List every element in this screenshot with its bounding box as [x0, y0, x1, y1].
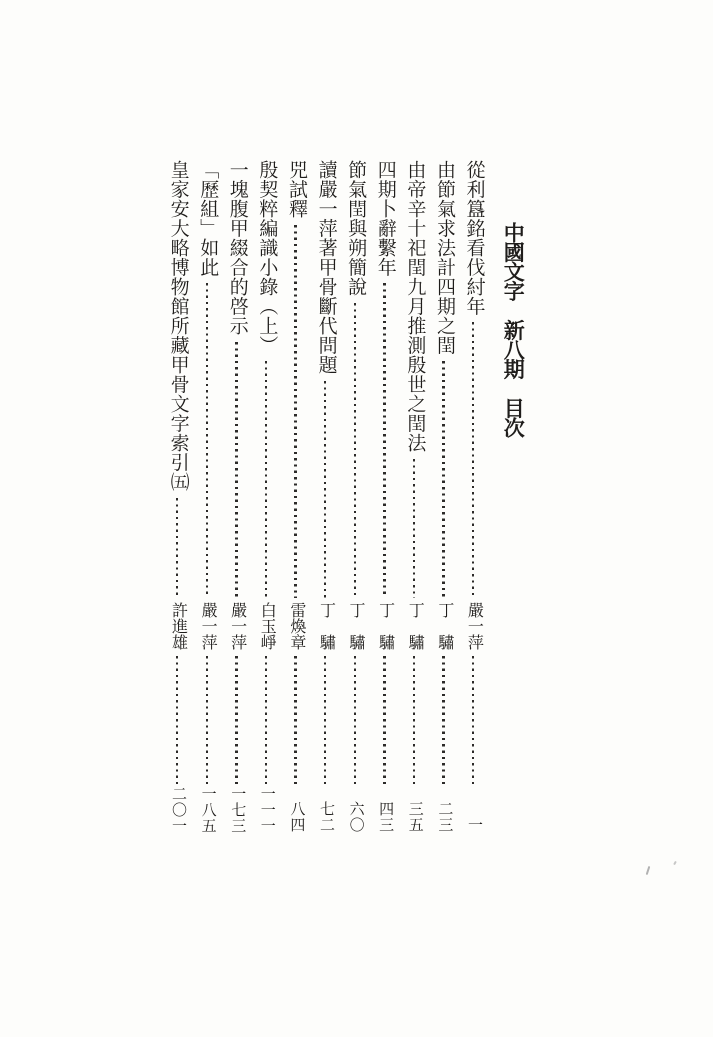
entry-title: 「歷組」如此 — [197, 160, 219, 277]
toc-entry — [399, 160, 429, 835]
entry-bottom — [281, 650, 311, 835]
entry-bottom — [222, 650, 252, 835]
entry-title: 由帝辛十祀閏九月推測殷世之閏法 — [404, 160, 426, 453]
entry-title: 兕試釋 — [285, 160, 307, 219]
dotted-leader — [176, 498, 178, 599]
entry-page-number: 二三 — [436, 801, 453, 833]
entry-author: 丁驌 — [435, 602, 453, 650]
dotted-leader — [294, 225, 296, 599]
entry-author: 白玉崢 — [258, 602, 276, 650]
dotted-leader — [324, 656, 326, 784]
dotted-leader — [206, 656, 208, 784]
entry-top — [222, 160, 252, 602]
entry-page-number: 二〇一 — [170, 785, 187, 833]
toc-entry — [222, 160, 252, 835]
dotted-leader — [265, 361, 267, 598]
entry-title: 一塊腹甲綴合的啓示 — [226, 160, 248, 336]
entry-bottom — [310, 650, 340, 835]
entry-page-number: 六〇 — [347, 801, 364, 833]
dotted-leader — [354, 303, 356, 599]
dotted-leader — [413, 459, 415, 599]
dotted-leader — [472, 322, 474, 598]
entry-title: 由節氣求法計四期之閏 — [433, 160, 455, 355]
entry-top — [281, 160, 311, 602]
entry-author: 丁驌 — [376, 602, 394, 650]
scan-artifact-mark — [673, 861, 677, 865]
page-number-area — [399, 784, 429, 835]
dotted-leader — [472, 656, 474, 784]
dotted-leader — [442, 361, 444, 598]
toc-entry — [162, 160, 192, 835]
entry-bottom — [251, 650, 281, 835]
page-number-area — [429, 784, 459, 835]
entry-author: 丁驌 — [317, 602, 335, 650]
entry-author: 嚴一萍 — [228, 602, 246, 650]
dotted-leader — [324, 381, 326, 599]
entry-bottom — [429, 650, 459, 835]
dotted-leader — [294, 656, 296, 784]
entry-top — [251, 160, 281, 602]
toc-entry — [310, 160, 340, 835]
entry-page-number: 一七三 — [229, 785, 246, 833]
page-number-area — [310, 784, 340, 835]
entry-page-number: 一八五 — [199, 785, 216, 833]
dotted-leader — [383, 283, 385, 598]
page-number-area — [340, 784, 370, 835]
entry-top — [370, 160, 400, 602]
page-number-area — [251, 784, 281, 835]
page-number-area — [222, 784, 252, 835]
entry-bottom — [458, 650, 488, 835]
page-number-area — [162, 784, 192, 835]
entry-author: 雷煥章 — [287, 602, 305, 650]
entry-title: 讀嚴一萍著甲骨斷代問題 — [315, 160, 337, 375]
entry-page-number: 三五 — [406, 801, 423, 833]
toc-entry — [192, 160, 222, 835]
entry-title: 皇家安大略博物館所藏甲骨文字索引㈤ — [167, 160, 189, 492]
entry-bottom — [399, 650, 429, 835]
dotted-leader — [206, 283, 208, 598]
entry-top — [458, 160, 488, 602]
toc-entry — [251, 160, 281, 835]
page-number-area — [458, 784, 488, 835]
entry-top — [162, 160, 192, 602]
entry-author: 許進雄 — [169, 602, 187, 650]
entry-page-number: 四三 — [377, 801, 394, 833]
scan-artifact-mark — [646, 866, 651, 875]
entry-author: 嚴一萍 — [465, 602, 483, 650]
entry-top — [429, 160, 459, 602]
entry-title: 四期卜辭繫年 — [374, 160, 396, 277]
page-number-area — [192, 784, 222, 835]
dotted-leader — [176, 656, 178, 784]
entry-title: 節氣閏與朔簡說 — [345, 160, 367, 297]
entry-top — [340, 160, 370, 602]
entry-title: 從利簋銘看伐紂年 — [463, 160, 485, 316]
toc-entry — [458, 160, 488, 835]
entry-bottom — [192, 650, 222, 835]
page-number-area — [370, 784, 400, 835]
dotted-leader — [413, 656, 415, 784]
entry-author: 丁驌 — [347, 602, 365, 650]
entry-page-number: 七二 — [317, 801, 334, 833]
entry-bottom — [370, 650, 400, 835]
entry-page-number: 一 — [465, 817, 482, 833]
toc-entry — [281, 160, 311, 835]
entry-author: 嚴一萍 — [199, 602, 217, 650]
dotted-leader — [235, 342, 237, 599]
dotted-leader — [354, 656, 356, 784]
entry-title: 殷契粹編識小錄（上） — [256, 160, 278, 355]
toc-entry — [370, 160, 400, 835]
toc-entry — [429, 160, 459, 835]
dotted-leader — [235, 656, 237, 784]
entry-top — [399, 160, 429, 602]
dotted-leader — [442, 656, 444, 784]
toc-entry — [340, 160, 370, 835]
entry-top — [192, 160, 222, 602]
entry-author: 丁驌 — [406, 602, 424, 650]
entry-bottom — [162, 650, 192, 835]
dotted-leader — [265, 656, 267, 784]
entry-page-number: 一一一 — [258, 785, 275, 833]
journal-title: 中國文字 新八期 目次 — [501, 222, 526, 437]
entry-page-number: 八四 — [288, 801, 305, 833]
toc-list — [162, 160, 488, 835]
entry-bottom — [340, 650, 370, 835]
page-number-area — [281, 784, 311, 835]
dotted-leader — [383, 656, 385, 784]
entry-top — [310, 160, 340, 602]
